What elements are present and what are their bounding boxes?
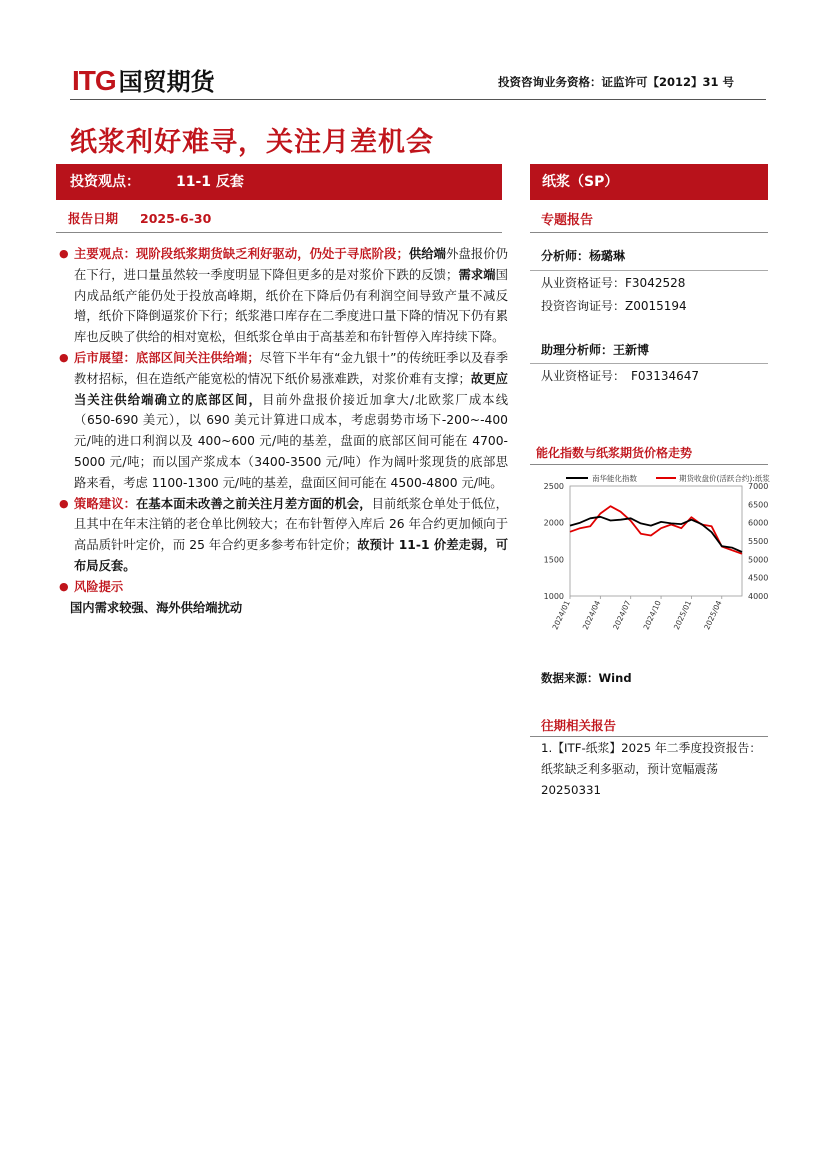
para-keyword: 后市展望：底部区间关注供给端；	[74, 350, 260, 365]
viewpoint-label: 投资观点：	[70, 174, 140, 190]
x-tick-label: 2024/07	[611, 599, 633, 632]
product-label: 纸浆（SP）	[542, 174, 619, 190]
related-report-item: 1.【ITF-纸浆】2025 年二季度投资报告：纸浆缺乏利多驱动，预计宽幅震荡 20250331	[541, 741, 762, 797]
y-left-tick-label: 1000	[543, 592, 564, 601]
y-right-tick-label: 4500	[748, 573, 769, 583]
assistant-divider	[530, 363, 768, 364]
series-line-pulp-futures	[570, 506, 742, 554]
para-bold: 供给端	[408, 247, 447, 261]
plot-area	[570, 486, 742, 596]
legend-label-nanhua: 南华能化指数	[592, 474, 637, 483]
consult-label: 投资咨询证号：	[541, 299, 626, 313]
assistant-cert	[541, 366, 699, 386]
logo-chinese: 国贸期货	[118, 68, 215, 96]
assistant-name: 王新博	[613, 343, 650, 357]
para-keyword: 策略建议：	[74, 496, 137, 511]
y-right-tick-label: 6500	[748, 500, 769, 510]
assistant-cert-label: 从业资格证号：	[541, 369, 626, 383]
para-keyword: 主要观点：现阶段纸浆期货缺乏利好驱动，仍处于寻底阶段；	[74, 247, 409, 261]
para-outlook	[56, 348, 508, 494]
report-date	[68, 209, 211, 227]
risk-text: 国内需求较强、海外供给端扰动	[70, 600, 243, 615]
x-tick-label: 2024/10	[641, 599, 663, 632]
para-main-view	[56, 244, 508, 348]
analyst-name: 杨璐琳	[589, 249, 626, 263]
report-date-label: 报告日期	[68, 211, 119, 226]
main-body	[56, 244, 508, 631]
date-divider	[56, 232, 502, 233]
cert-label: 从业资格证号：	[541, 276, 626, 290]
y-left-tick-label: 2500	[543, 482, 564, 491]
company-logo	[72, 62, 215, 97]
report-title: 纸浆利好难寻，关注月差机会	[70, 127, 434, 158]
y-right-tick-label: 5500	[748, 537, 769, 546]
para-bold: 故预计 11-1 价差走弱，可布局反套。	[74, 538, 509, 573]
x-tick-label: 2025/01	[671, 599, 694, 632]
chart-divider	[530, 464, 768, 465]
price-chart	[530, 466, 786, 662]
para-text: 目前纸浆仓单处于低位，且其中在年末注销的老仓单比例较大；在布针暂停入库后 26 年合约更加倾向于高品质针叶定价，而 25 年合约更多参考布针定价；	[74, 496, 508, 553]
viewpoint-value: 11-1 反套	[176, 174, 244, 190]
y-left-tick-label: 2000	[543, 518, 564, 528]
x-tick-label: 2024/04	[580, 599, 603, 632]
x-tick-label: 2025/04	[702, 599, 724, 632]
chart-title: 能化指数与纸浆期货价格走势	[536, 446, 693, 460]
bullet-icon: ●	[59, 247, 69, 260]
y-right-tick-label: 4000	[748, 592, 769, 601]
chart-source: 数据来源：Wind	[541, 671, 632, 685]
report-date-value: 2025-6-30	[140, 211, 212, 226]
risk-label: 风险提示	[74, 579, 124, 594]
para-bold: 需求端	[458, 267, 496, 282]
analyst-label: 分析师：	[541, 249, 590, 263]
qualification-text: 投资咨询业务资格：证监许可【2012】31 号	[497, 75, 734, 89]
para-bold: 故更应当关注供给端确立的底部区间，	[74, 371, 508, 407]
para-text: 目前外盘报价接近加拿大/北欧浆厂成本线（650-690 美元），以 690 美元计算进口成本，考虑弱势市场下-200~-400 元/吨的进口利润以及 400~600 元/吨的基差，盘面的底部区间可能在 4700-5000 元/吨；而以国产浆成本（3400-3500 元/吨）作为阔叶浆现货的底部思路来看，考虑 1100-1300 元/吨的基差，盘面区间可能在 4500-4800 元/吨。	[74, 392, 508, 490]
viewpoint-bar	[56, 164, 502, 200]
legend-label-pulp: 期货收盘价(活跃合约):纸浆	[679, 474, 770, 483]
y-right-tick-label: 6000	[748, 518, 769, 528]
consult-value: Z0015194	[625, 299, 687, 313]
analyst-row	[541, 246, 625, 266]
report-type: 专题报告	[541, 213, 594, 228]
bullet-icon: ●	[59, 350, 69, 364]
para-text: 尽管下半年有“金九银十”的传统旺季以及春季教材招标，但在造纸产能宽松的情况下纸价易涨难跌，对浆价难有支撑；	[74, 350, 508, 386]
assistant-row	[541, 340, 649, 360]
para-text: 国内成品纸产能仍处于投放高峰期，纸价在下降后仍有利润空间导致产量不减反增，纸价下降倒逼浆价下行；纸浆港口库存在二季度进口量下降的情况下仍有累库也反映了供给的相对宽松，但纸浆仓单由于高基差和布针暂停入库持续下降。	[74, 267, 508, 345]
para-strategy	[56, 494, 508, 577]
risk-heading	[56, 577, 508, 598]
para-text: 外盘报价仍在下行，进口量虽然较一季度明显下降但更多的是对浆价下跌的反馈；	[74, 247, 508, 282]
assistant-cert-value: F03134647	[631, 369, 699, 383]
analyst-consult	[541, 296, 687, 316]
analyst-cert	[541, 273, 685, 293]
para-bold: 在基本面未改善之前关注月差方面的机会，	[136, 496, 372, 511]
related-reports-title: 往期相关报告	[541, 718, 617, 733]
bullet-icon: ●	[59, 579, 69, 593]
product-bar	[530, 164, 768, 200]
header-divider	[70, 99, 766, 100]
related-divider	[530, 736, 768, 737]
analyst-divider	[530, 270, 768, 271]
assistant-label: 助理分析师：	[541, 343, 614, 357]
y-left-tick-label: 1500	[543, 555, 564, 565]
x-tick-label: 2024/01	[550, 599, 572, 632]
logo-itg: ITG	[72, 65, 116, 96]
y-right-tick-label: 7000	[748, 482, 769, 491]
y-right-tick-label: 5000	[748, 555, 769, 565]
cert-value: F3042528	[625, 276, 686, 290]
bullet-icon: ●	[59, 496, 69, 510]
report-type-divider	[530, 232, 768, 233]
